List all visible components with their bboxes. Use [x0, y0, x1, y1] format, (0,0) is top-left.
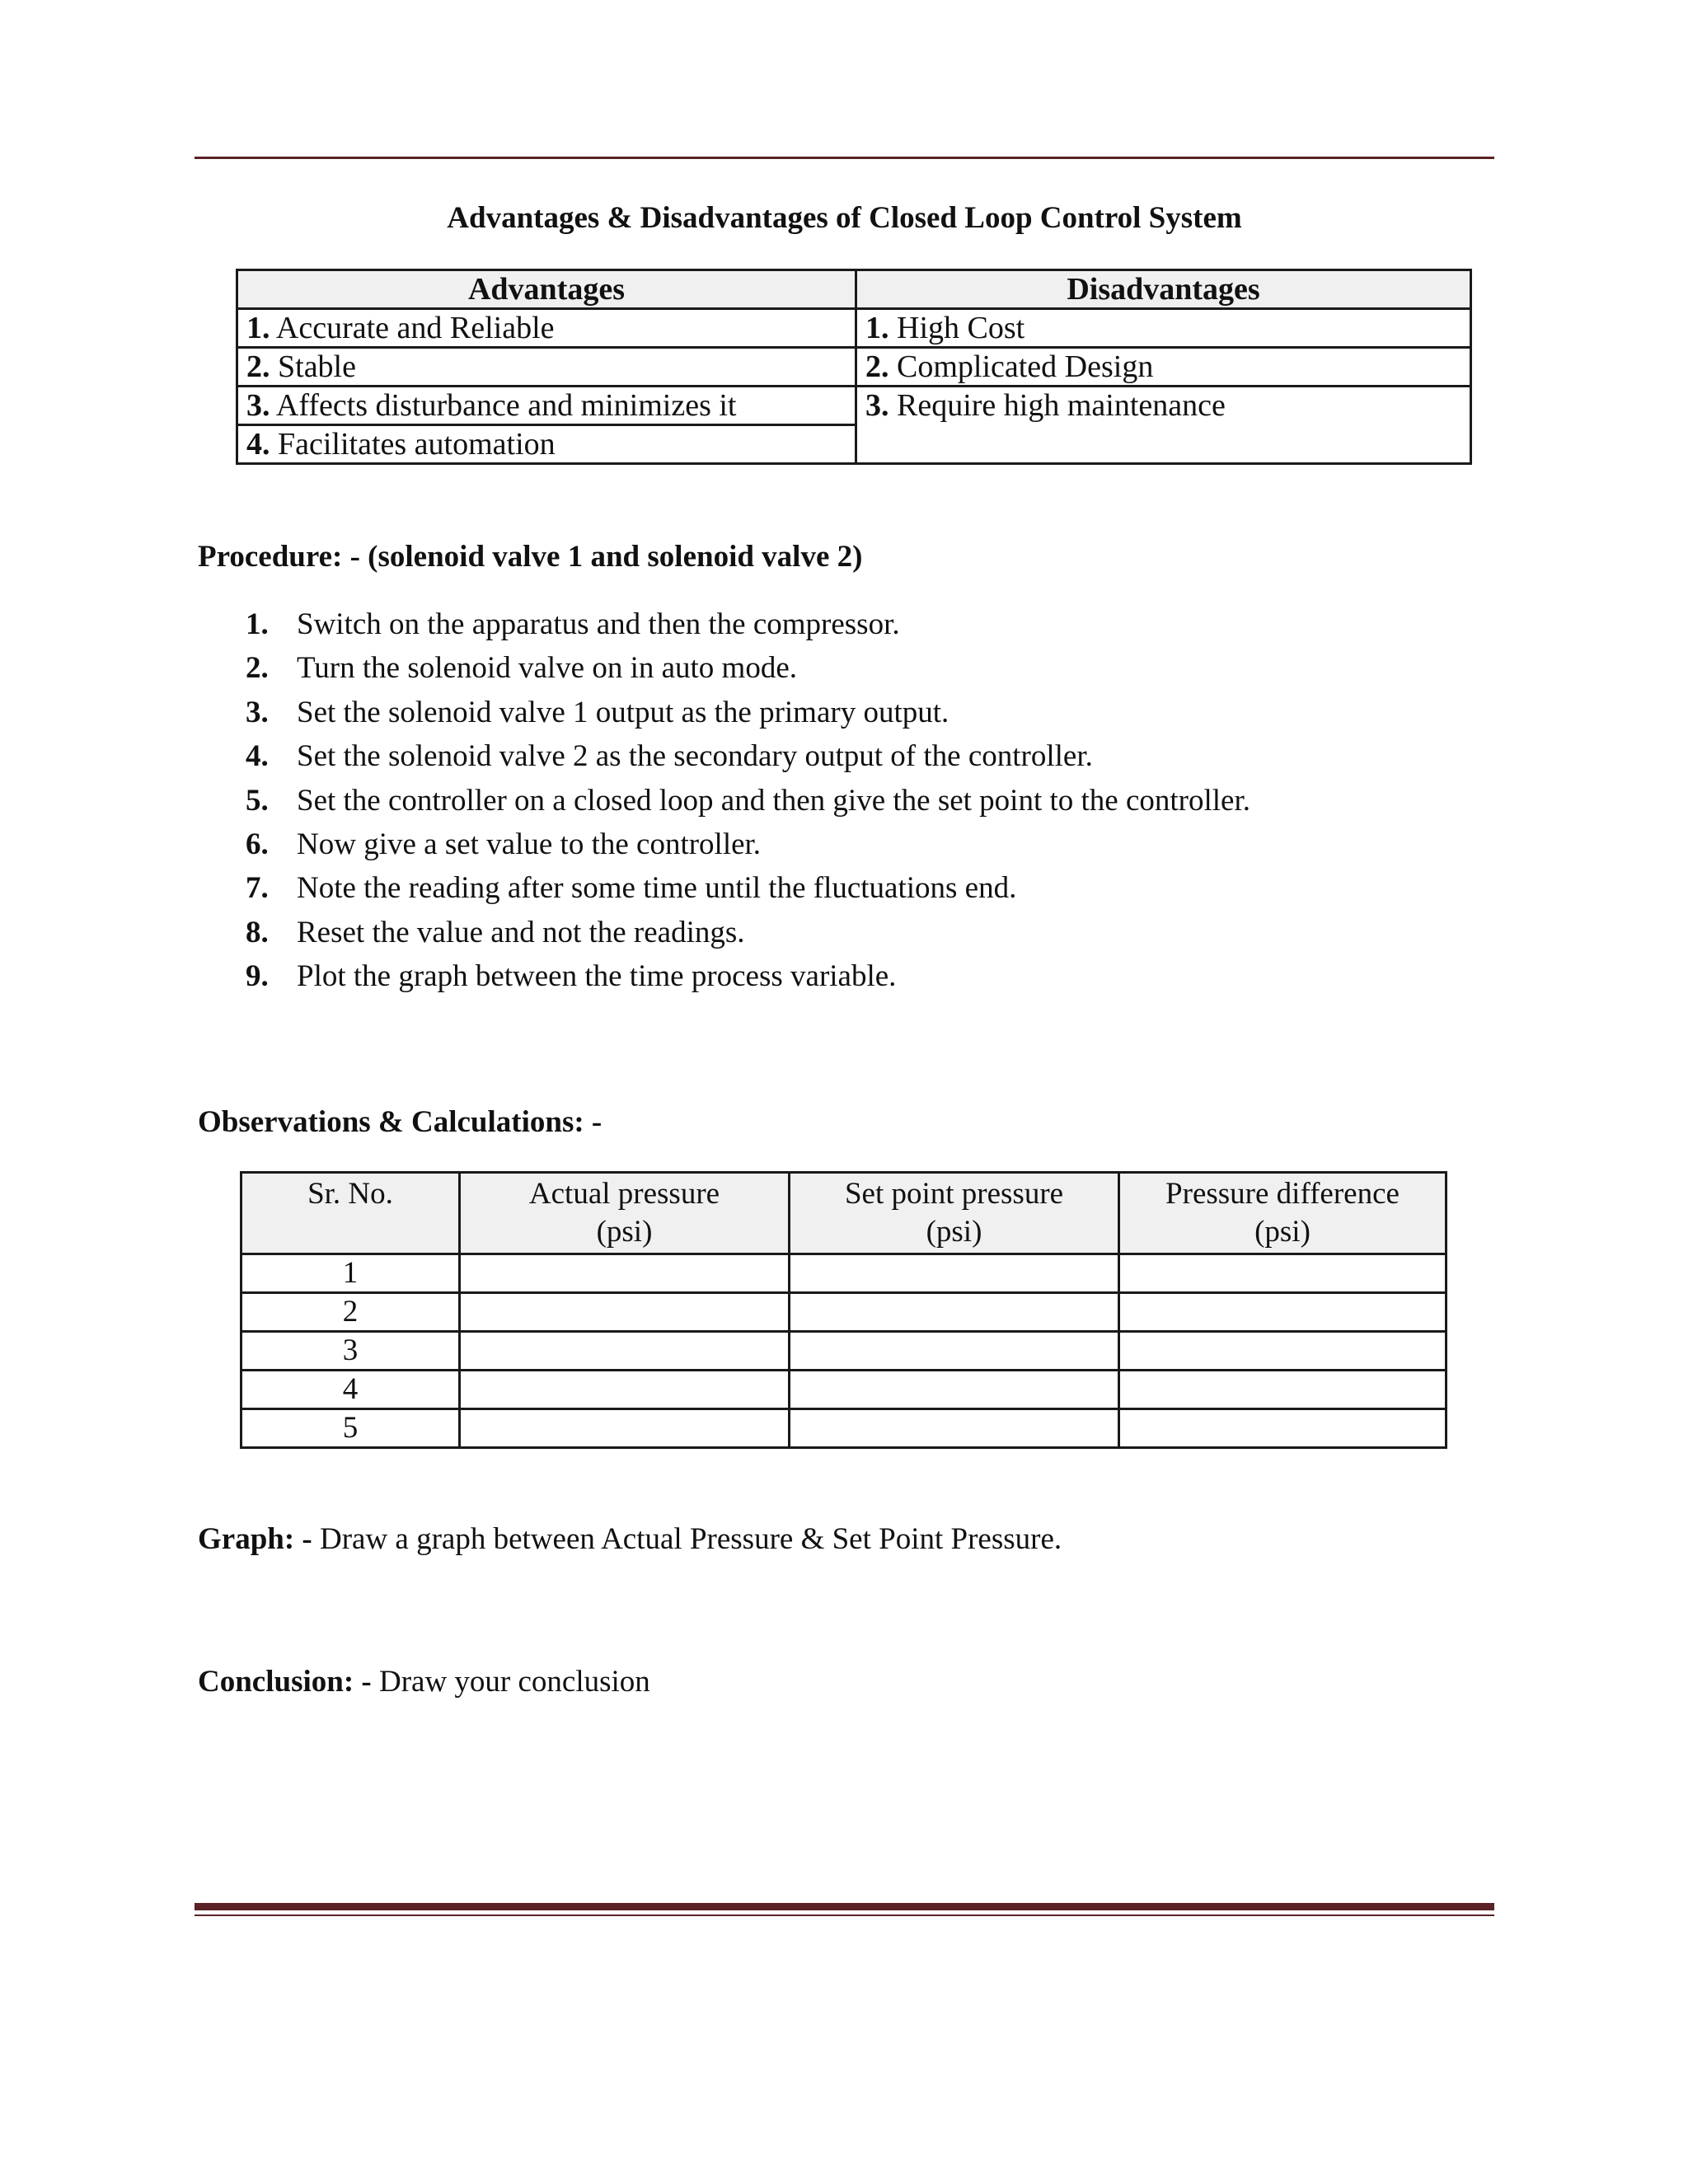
actual-pressure-cell	[460, 1332, 790, 1371]
table-row	[241, 1371, 1447, 1409]
graph-instruction	[198, 1520, 1062, 1559]
sr-no-cell: 2	[241, 1293, 460, 1332]
advantages-disadvantages-table	[236, 269, 1472, 465]
list-item: 8. Reset the value and not the readings.	[246, 915, 745, 949]
graph-text: Draw a graph between Actual Pressure & Set Point Pressure.	[312, 1522, 1062, 1556]
pressure-difference-cell	[1119, 1293, 1447, 1332]
set-point-pressure-cell	[790, 1254, 1119, 1293]
graph-label: Graph: -	[198, 1522, 312, 1556]
list-item: 1. Switch on the apparatus and then the compressor.	[246, 607, 900, 641]
column-header-pressure-difference: Pressure difference (psi)	[1119, 1173, 1447, 1254]
list-item: 9. Plot the graph between the time process variable.	[246, 959, 897, 994]
set-point-pressure-cell	[790, 1409, 1119, 1448]
footer-rule	[195, 1903, 1494, 1910]
sr-no-cell: 5	[241, 1409, 460, 1448]
pressure-difference-cell	[1119, 1409, 1447, 1448]
table-row	[241, 1254, 1447, 1293]
advantage-item: 2. Stable	[237, 348, 856, 387]
table-row	[237, 387, 1471, 425]
column-header-set-point-pressure: Set point pressure (psi)	[790, 1173, 1119, 1254]
advantage-item: 4. Facilitates automation	[237, 425, 856, 464]
advantages-header: Advantages	[237, 270, 856, 309]
disadvantages-header: Disadvantages	[856, 270, 1471, 309]
sr-no-cell: 3	[241, 1332, 460, 1371]
page-title: Advantages & Disadvantages of Closed Loop Control System	[447, 201, 1242, 235]
actual-pressure-cell	[460, 1371, 790, 1409]
column-header-sr-no: Sr. No.	[241, 1173, 460, 1254]
observations-table	[240, 1171, 1447, 1449]
observations-heading: Observations & Calculations: -	[198, 1105, 603, 1139]
advantage-item: 3. Affects disturbance and minimizes it	[237, 387, 856, 425]
list-item: 7. Note the reading after some time until the fluctuations end.	[246, 871, 1017, 906]
list-item: 2. Turn the solenoid valve on in auto mode.	[246, 651, 798, 686]
header-rule	[195, 157, 1494, 159]
disadvantage-item: 2. Complicated Design	[856, 348, 1471, 387]
list-item: 3. Set the solenoid valve 1 output as the primary output.	[246, 695, 950, 729]
table-row	[237, 348, 1471, 387]
conclusion-instruction	[198, 1662, 650, 1702]
conclusion-label: Conclusion: -	[198, 1665, 372, 1699]
sr-no-cell: 1	[241, 1254, 460, 1293]
table-row	[241, 1293, 1447, 1332]
list-item: 5. Set the controller on a closed loop and then give the set point to the controller.	[246, 783, 1250, 818]
set-point-pressure-cell	[790, 1371, 1119, 1409]
pressure-difference-cell	[1119, 1371, 1447, 1409]
conclusion-text: Draw your conclusion	[371, 1665, 650, 1699]
footer-rule-thin	[195, 1915, 1494, 1916]
column-header-actual-pressure: Actual pressure (psi)	[460, 1173, 790, 1254]
pressure-difference-cell	[1119, 1254, 1447, 1293]
set-point-pressure-cell	[790, 1293, 1119, 1332]
table-row	[237, 309, 1471, 348]
actual-pressure-cell	[460, 1409, 790, 1448]
procedure-heading: Procedure: - (solenoid valve 1 and solenoid valve 2)	[198, 540, 863, 574]
list-item: 4. Set the solenoid valve 2 as the secondary output of the controller.	[246, 739, 1093, 774]
table-header-row	[237, 270, 1471, 309]
table-row	[241, 1409, 1447, 1448]
disadvantage-item: 3. Require high maintenance	[856, 387, 1471, 464]
sr-no-cell: 4	[241, 1371, 460, 1409]
pressure-difference-cell	[1119, 1332, 1447, 1371]
table-row	[241, 1332, 1447, 1371]
disadvantage-item: 1. High Cost	[856, 309, 1471, 348]
advantage-item: 1. Accurate and Reliable	[237, 309, 856, 348]
actual-pressure-cell	[460, 1254, 790, 1293]
list-item: 6. Now give a set value to the controller.	[246, 827, 762, 861]
actual-pressure-cell	[460, 1293, 790, 1332]
procedure-steps	[246, 605, 1250, 1001]
set-point-pressure-cell	[790, 1332, 1119, 1371]
table-header-row	[241, 1173, 1447, 1254]
